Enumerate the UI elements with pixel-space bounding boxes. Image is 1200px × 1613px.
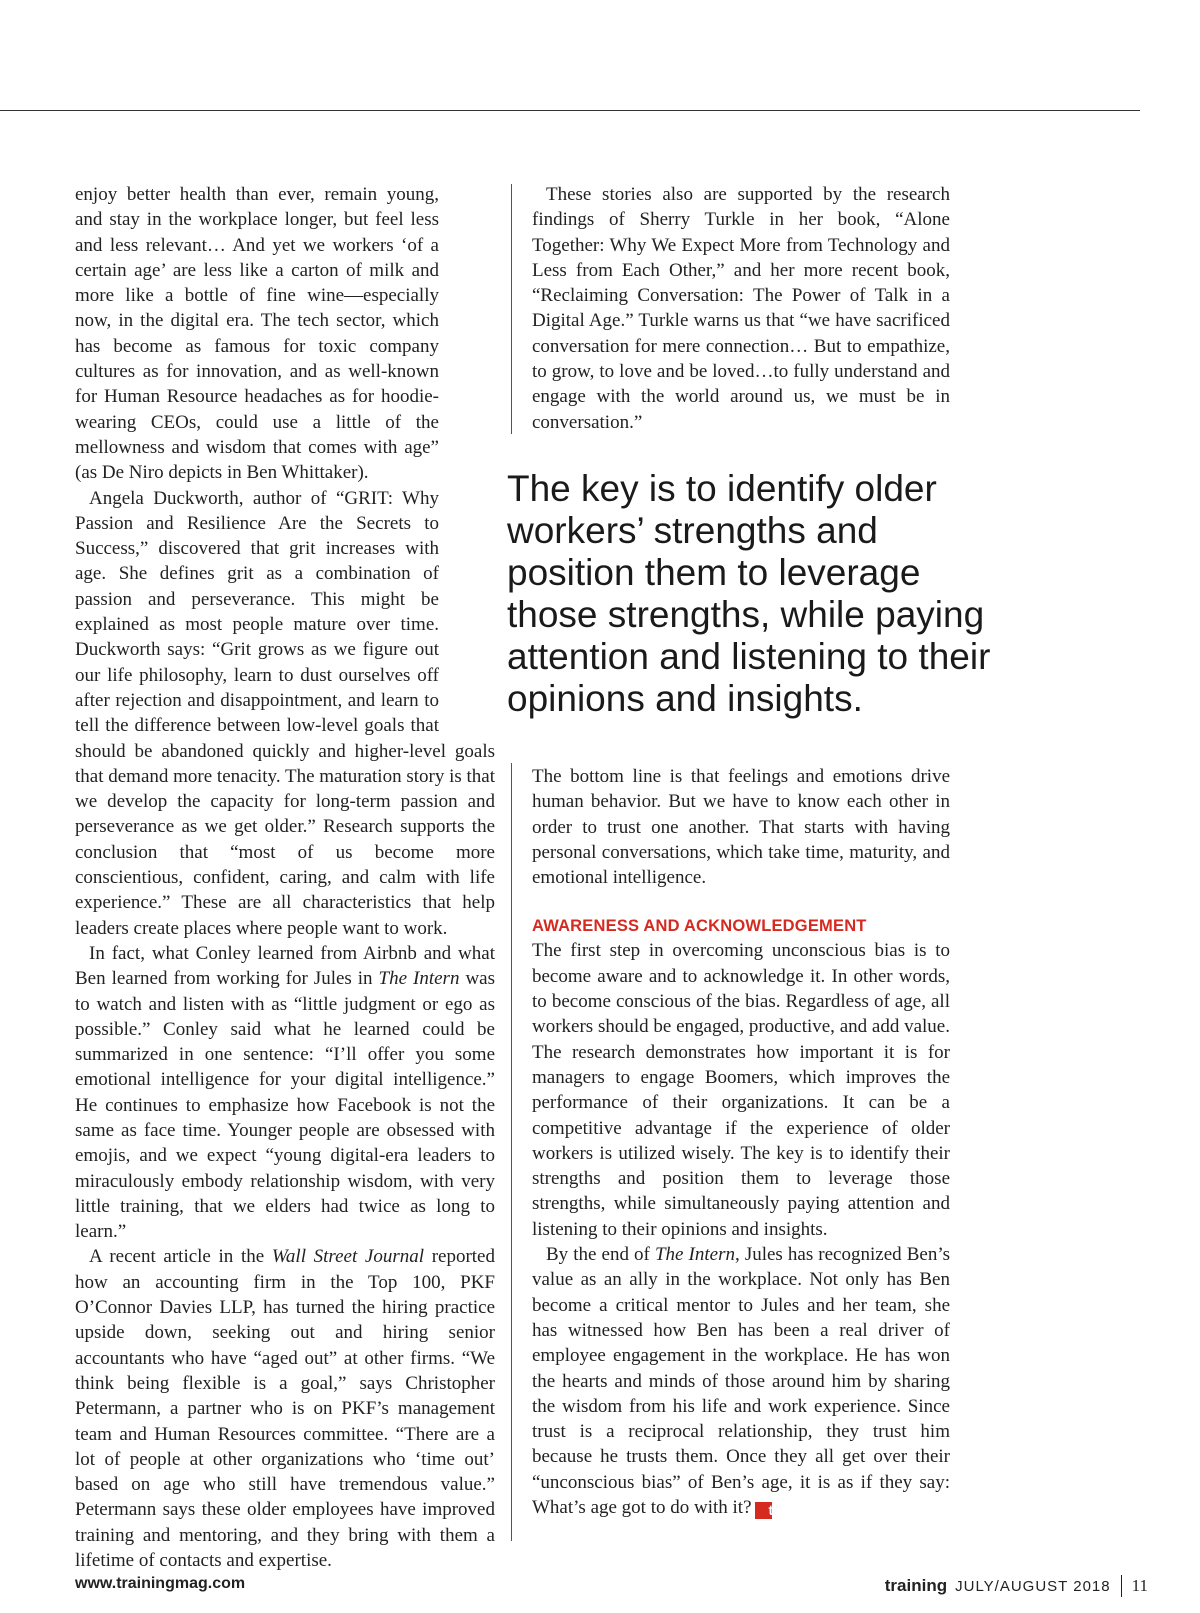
right-paragraph-bottom-line: The bottom line is that feelings and emotions drive human behavior. But we have to know each other in order to trust one another. That starts with having personal conversations, which take time, maturity, and emotional intelligence. — [532, 766, 950, 889]
film-title: The Intern — [378, 968, 460, 990]
right-paragraph-awareness: The first step in overcoming unconscious bias is to become aware and to acknowledge it. In other words, to become conscious of the bias. Regardless of age, all workers should be engaged, productive, and add value. The research demonstrates how important it is for managers to engage Boomers, which improves the performance of their organizations. It can be a competitive advantage if the experience of older workers is utilized wisely. The key is to identify their strengths and position them to leverage those strengths, while simultaneously paying attention and listening to their opinions and insights. — [532, 940, 950, 1240]
left-paragraph-4: A recent article in the Wall Street Journal reported how an accounting firm in the Top 100, PKF O’Connor Davies LLP, has turned the hiring practice upside down, seeking out and hiring senior accountants who have “aged out” at other firms. “We think being flexible is a goal,” says Christopher Petermann, a partner who is on PKF’s management team and Human Resources committee. “There are a lot of people at other organizations who ‘time out’ based on age who still have tremendous value.” Petermann says these older employees have improved training and mentoring, and they bring with them a lifetime of contacts and expertise. — [75, 1246, 495, 1572]
right-column-top — [532, 182, 950, 435]
left-paragraph-2: Angela Duckworth, author of “GRIT: Why Passion and Resilience Are the Secrets to Success,” discovered that grit increases with age. She defines grit as a combination of passion and perseverance. This might be explained as most people mature over time. Duckworth says: “Grit grows as we figure out our life philosophy, learn to dust ourselves off after rejection and disappointment, and learn to tell the difference between low-level goals that should be abandoned quickly and higher-level goals that demand more tenacity. The maturation story is that we develop the capacity for long-term passion and perseverance as we get older.” Research supports the conclusion that “most of us become more conscientious, confident, caring, and calm with life experience.” These are all characteristics that help leaders create places where people want to work. — [75, 487, 495, 939]
right-paragraph-turkle: These stories also are supported by the research findings of Sherry Turkle in her book, “Alone Together: Why We Expect More from Technology and Less from Each Other,” and her more recent book, “Reclaiming Conversation: The Power of Talk in a Digital Age.” Turkle warns us that “we have sacrificed conversation for mere connection… But to empathize, to grow, to love and be loved…to fully understand and engage with the world around us, we must be in conversation.” — [532, 184, 950, 433]
top-rule — [0, 110, 1140, 111]
section-heading: AWARENESS AND ACKNOWLEDGEMENT — [532, 917, 867, 936]
pull-quote-wrap-space — [439, 462, 495, 717]
article-end-icon: t — [755, 1502, 772, 1519]
column-divider-bottom — [511, 763, 512, 1541]
footer-separator — [1121, 1575, 1122, 1597]
page-number: 11 — [1131, 1576, 1148, 1595]
footer-url[interactable]: www.trainingmag.com — [75, 1575, 246, 1592]
left-paragraph-3: In fact, what Conley learned from Airbnb and what Ben learned from working for Jules in The Intern was to watch and listen with as “little judgment or ego as possible.” Conley said what he learned could be summarized in one sentence: “I’ll offer you some emotional intelligence for your digital intelligence.” He continues to emphasize how Facebook is not the same as face time. Younger people are obsessed with emojis, and we expect “young digital-era leaders to miraculously embody relationship wisdom, with very little training, that we elders had twice as long to learn.” — [75, 942, 495, 1243]
footer-issue-date: JULY/AUGUST 2018 — [955, 1577, 1111, 1595]
footer-brand: training — [884, 1576, 948, 1595]
left-paragraph-1: enjoy better health than ever, remain young, and stay in the workplace longer, but feel less and less relevant… And yet we workers ‘of a certain age’ are less like a carton of milk and more like a bottle of fine wine—especially now, in the digital era. The tech sector, which has become as famous for toxic company cultures as for innovation, and as well-known for Human Resource headaches as for hoodie-wearing CEOs, could use a little of the mellowness and wisdom that comes with age” (as De Niro depicts in Ben Whittaker). — [75, 184, 439, 484]
right-paragraph-conclusion: By the end of The Intern, Jules has recognized Ben’s value as an ally in the workplace. Not only has Ben become a critical mentor to Jules and her team, she has witnessed how Ben has been a real driver of employee engagement in the workplace. He has won the hearts and minds of those around him by sharing the wisdom from his life and work experience. Since trust is a reciprocal relationship, they trust him because he trusts them. Once they all get over their “unconscious bias” of Ben’s age, it is as if they say: What’s age got to do with it? t — [532, 1244, 950, 1519]
film-title: The Intern — [654, 1244, 735, 1266]
pull-quote: The key is to identify older workers’ strengths and position them to leverage those strengths, while paying attention and listening to their opinions and insights. — [507, 468, 991, 719]
journal-title: Wall Street Journal — [271, 1246, 425, 1268]
column-divider-top — [511, 184, 512, 434]
footer-folio — [885, 1575, 1148, 1597]
right-column-bottom — [532, 764, 950, 1520]
left-column — [75, 182, 495, 1573]
